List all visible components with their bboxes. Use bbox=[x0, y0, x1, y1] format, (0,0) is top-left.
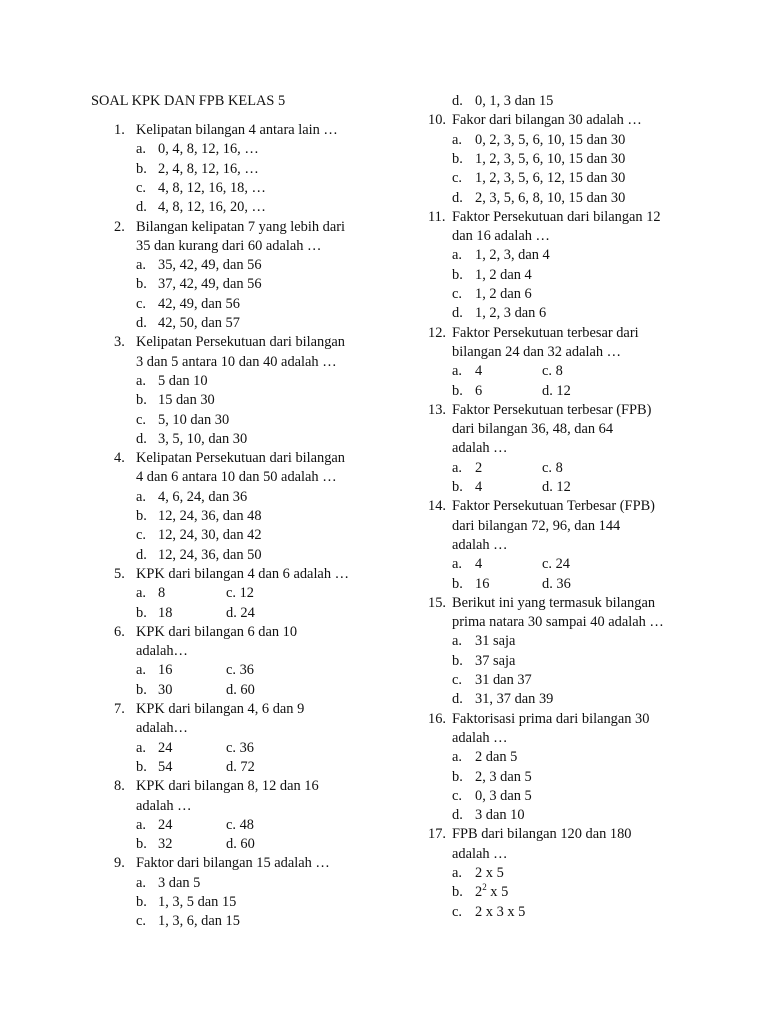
option-text-second: c. 24 bbox=[542, 556, 570, 573]
question-number: 7. bbox=[114, 701, 125, 717]
question-text: KPK dari bilangan 6 dan 10 bbox=[136, 623, 298, 640]
option-text bbox=[475, 806, 525, 825]
option-text-second: d. 60 bbox=[226, 681, 255, 698]
option-letter: d. bbox=[452, 305, 463, 322]
question-text: Faktor Persekutuan dari bilangan 12 bbox=[452, 208, 661, 225]
option-value: 1, 3, 6, dan 15 bbox=[158, 913, 240, 930]
option-value: 37, 42, 49, dan 56 bbox=[158, 276, 262, 293]
question-text: adalah … bbox=[136, 797, 192, 814]
question-text: Faktor Persekutuan terbesar (FPB) bbox=[452, 401, 652, 418]
option-letter: b. bbox=[452, 768, 463, 785]
option-letter: c. bbox=[136, 913, 146, 930]
option-value: 3 dan 10 bbox=[475, 807, 525, 824]
option-text: 8 bbox=[158, 585, 166, 602]
option-value: 4, 8, 12, 16, 18, … bbox=[158, 179, 266, 196]
option-letter: d. bbox=[136, 315, 147, 331]
option-letter: a. bbox=[452, 556, 462, 573]
option-value: 3, 5, 10, dan 30 bbox=[158, 430, 248, 447]
option-text bbox=[475, 903, 525, 922]
option-value: 0, 1, 3 dan 15 bbox=[475, 93, 554, 109]
option-value: 2 bbox=[475, 884, 483, 901]
option-text bbox=[475, 131, 625, 150]
option-letter: b. bbox=[136, 392, 147, 409]
option-text: 24 bbox=[158, 816, 173, 833]
option-text: 32 bbox=[158, 836, 173, 853]
option-text-second: d. 24 bbox=[226, 604, 255, 621]
option-letter: a. bbox=[136, 141, 146, 158]
question-text: FPB dari bilangan 120 dan 180 bbox=[452, 826, 632, 843]
question-text: Faktor Persekutuan terbesar dari bbox=[452, 324, 639, 341]
option-value: 1, 3, 5 dan 15 bbox=[158, 894, 237, 910]
question-text: adalah… bbox=[136, 720, 188, 737]
option-text bbox=[158, 314, 240, 333]
option-text-second: d. 12 bbox=[542, 479, 571, 495]
option-letter: d. bbox=[136, 430, 147, 447]
option-letter: b. bbox=[136, 508, 147, 524]
option-letter: a. bbox=[452, 749, 462, 766]
option-letter: d. bbox=[452, 691, 463, 708]
question-number: 5. bbox=[114, 565, 125, 582]
question-text: 35 dan kurang dari 60 adalah … bbox=[136, 237, 322, 254]
option-text-second: d. 36 bbox=[542, 575, 571, 592]
option-value: 15 dan 30 bbox=[158, 392, 215, 409]
option-value: 1, 2 dan 6 bbox=[475, 286, 532, 302]
question-text: adalah… bbox=[136, 643, 188, 660]
option-letter: b. bbox=[136, 604, 147, 621]
option-text: 54 bbox=[158, 758, 173, 775]
option-letter: b. bbox=[136, 758, 147, 775]
option-text: 16 bbox=[158, 662, 173, 679]
option-value: 2 x 3 x 5 bbox=[475, 903, 526, 920]
option-letter: a. bbox=[136, 488, 146, 505]
option-letter: b. bbox=[452, 884, 463, 901]
option-value: 35, 42, 49, dan 56 bbox=[158, 257, 262, 274]
option-text bbox=[158, 411, 229, 430]
option-text bbox=[475, 92, 553, 111]
option-value: 42, 50, dan 57 bbox=[158, 315, 240, 331]
option-value-rest: x 5 bbox=[486, 884, 509, 901]
question-text: adalah … bbox=[452, 440, 508, 457]
option-value: 12, 24, 36, dan 50 bbox=[158, 546, 262, 563]
option-text bbox=[475, 652, 515, 671]
option-text bbox=[475, 150, 625, 169]
question-text: adalah … bbox=[452, 845, 508, 862]
option-letter: b. bbox=[452, 266, 463, 283]
option-text: 18 bbox=[158, 604, 173, 621]
option-letter: b. bbox=[452, 652, 463, 669]
option-value: 12, 24, 30, dan 42 bbox=[158, 527, 262, 544]
option-letter: d. bbox=[452, 807, 463, 824]
option-letter: d. bbox=[136, 199, 147, 216]
question-number: 9. bbox=[114, 855, 125, 872]
question-number: 13. bbox=[428, 401, 446, 418]
option-letter: c. bbox=[452, 787, 462, 804]
question-text: bilangan 24 dan 32 adalah … bbox=[452, 343, 622, 360]
option-value: 42, 49, dan 56 bbox=[158, 295, 240, 312]
option-value: 5 dan 10 bbox=[158, 372, 208, 389]
option-letter: b. bbox=[452, 382, 463, 399]
option-text bbox=[158, 140, 259, 159]
option-value: 31 saja bbox=[475, 633, 516, 650]
option-value: 31, 37 dan 39 bbox=[475, 691, 554, 708]
question-text: Kelipatan Persekutuan dari bilangan bbox=[136, 450, 345, 467]
option-text bbox=[475, 671, 532, 690]
option-text bbox=[475, 787, 532, 806]
option-text-second: c. 12 bbox=[226, 585, 254, 602]
question-text: Kelipatan bilangan 4 antara lain … bbox=[136, 122, 338, 138]
option-letter: a. bbox=[452, 247, 462, 264]
option-letter: d. bbox=[452, 93, 463, 109]
option-text: 24 bbox=[158, 739, 173, 756]
question-text: dan 16 adalah … bbox=[452, 228, 550, 245]
option-value: 1, 2, 3, dan 4 bbox=[475, 247, 550, 264]
option-text bbox=[475, 883, 508, 902]
option-text: 6 bbox=[475, 382, 483, 399]
question-text: KPK dari bilangan 8, 12 dan 16 bbox=[136, 778, 319, 795]
question-number: 15. bbox=[428, 594, 446, 611]
option-value: 4, 8, 12, 16, 20, … bbox=[158, 199, 266, 216]
option-text bbox=[158, 893, 236, 912]
option-value: 3 dan 5 bbox=[158, 874, 201, 891]
question-text: Faktor Persekutuan Terbesar (FPB) bbox=[452, 498, 655, 515]
option-text bbox=[475, 864, 504, 883]
option-text bbox=[158, 256, 262, 275]
option-value: 0, 4, 8, 12, 16, … bbox=[158, 141, 259, 158]
option-exponent: 2 bbox=[482, 881, 487, 892]
question-number: 2. bbox=[114, 218, 125, 235]
option-value: 37 saja bbox=[475, 652, 516, 669]
option-text: 2 bbox=[475, 459, 483, 476]
question-number: 10. bbox=[428, 112, 446, 129]
option-letter: a. bbox=[452, 633, 462, 650]
option-letter: d. bbox=[452, 189, 463, 206]
option-letter: a. bbox=[136, 257, 146, 274]
option-text bbox=[158, 160, 259, 179]
option-text-second: d. 72 bbox=[226, 758, 255, 775]
option-text bbox=[475, 748, 517, 767]
question-text: Kelipatan Persekutuan dari bilangan bbox=[136, 334, 345, 351]
option-letter: b. bbox=[136, 160, 147, 177]
option-text: 4 bbox=[475, 479, 483, 495]
option-text bbox=[158, 295, 240, 314]
option-text bbox=[158, 430, 247, 449]
option-letter: a. bbox=[452, 131, 462, 148]
option-value: 1, 2, 3 dan 6 bbox=[475, 305, 547, 322]
option-text: 4 bbox=[475, 556, 483, 573]
option-text: 16 bbox=[475, 575, 490, 592]
question-text: Faktorisasi prima dari bilangan 30 bbox=[452, 710, 650, 727]
option-value: 1, 2, 3, 5, 6, 12, 15 dan 30 bbox=[475, 170, 626, 187]
option-value: 2 x 5 bbox=[475, 865, 504, 881]
option-text: 30 bbox=[158, 681, 173, 698]
question-text: adalah … bbox=[452, 536, 508, 553]
option-value: 0, 3 dan 5 bbox=[475, 787, 532, 804]
question-number: 4. bbox=[114, 450, 125, 467]
page-title: SOAL KPK DAN FPB KELAS 5 bbox=[91, 93, 286, 109]
option-text bbox=[475, 285, 532, 304]
question-text: dari bilangan 72, 96, dan 144 bbox=[452, 517, 621, 534]
option-letter: a. bbox=[136, 739, 146, 756]
option-letter: d. bbox=[136, 546, 147, 563]
option-text: 4 bbox=[475, 363, 483, 380]
option-value: 0, 2, 3, 5, 6, 10, 15 dan 30 bbox=[475, 131, 626, 148]
question-number: 8. bbox=[114, 778, 125, 795]
option-letter: b. bbox=[136, 276, 147, 293]
option-text bbox=[158, 372, 208, 391]
option-value: 5, 10 dan 30 bbox=[158, 411, 230, 428]
question-text: dari bilangan 36, 48, dan 64 bbox=[452, 421, 614, 438]
option-value: 1, 2, 3, 5, 6, 10, 15 dan 30 bbox=[475, 150, 626, 167]
question-text: Faktor dari bilangan 15 adalah … bbox=[136, 855, 330, 872]
question-text: KPK dari bilangan 4 dan 6 adalah … bbox=[136, 565, 350, 582]
option-letter: a. bbox=[452, 459, 462, 476]
option-value: 12, 24, 36, dan 48 bbox=[158, 508, 262, 524]
option-letter: c. bbox=[136, 179, 146, 196]
option-value: 31 dan 37 bbox=[475, 672, 532, 688]
option-letter: b. bbox=[136, 836, 147, 853]
option-letter: a. bbox=[452, 865, 462, 881]
option-letter: c. bbox=[452, 286, 462, 302]
option-letter: c. bbox=[452, 672, 462, 688]
option-letter: a. bbox=[136, 372, 146, 389]
option-letter: b. bbox=[452, 479, 463, 495]
option-text-second: c. 36 bbox=[226, 739, 254, 756]
option-letter: c. bbox=[452, 903, 462, 920]
question-text: Berikut ini yang termasuk bilangan bbox=[452, 594, 656, 611]
option-text-second: c. 36 bbox=[226, 662, 254, 679]
option-letter: b. bbox=[452, 575, 463, 592]
question-number: 16. bbox=[428, 710, 446, 727]
option-text bbox=[475, 304, 546, 323]
option-letter: a. bbox=[452, 363, 462, 380]
option-text bbox=[475, 690, 553, 709]
option-text bbox=[158, 198, 266, 217]
option-text-second: c. 48 bbox=[226, 816, 254, 833]
option-letter: a. bbox=[136, 662, 146, 679]
option-text bbox=[158, 874, 200, 893]
question-text: Bilangan kelipatan 7 yang lebih dari bbox=[136, 218, 346, 235]
option-value: 2, 4, 8, 12, 16, … bbox=[158, 160, 259, 177]
option-text bbox=[158, 275, 262, 294]
option-value: 2 dan 5 bbox=[475, 749, 518, 766]
option-text bbox=[475, 169, 625, 188]
option-text bbox=[158, 507, 262, 526]
option-letter: c. bbox=[452, 170, 462, 187]
question-number: 14. bbox=[428, 498, 446, 515]
question-number: 12. bbox=[428, 324, 446, 341]
option-letter: b. bbox=[136, 681, 147, 698]
option-text bbox=[158, 546, 262, 565]
option-letter: a. bbox=[136, 585, 146, 602]
option-letter: b. bbox=[452, 150, 463, 167]
question-number: 6. bbox=[114, 623, 125, 640]
question-number: 11. bbox=[428, 208, 446, 225]
option-letter: c. bbox=[136, 411, 146, 428]
question-number: 1. bbox=[114, 122, 125, 138]
option-letter: a. bbox=[136, 816, 146, 833]
option-text-second: d. 12 bbox=[542, 382, 571, 399]
option-value: 2, 3 dan 5 bbox=[475, 768, 532, 785]
option-letter: c. bbox=[136, 527, 146, 544]
option-text bbox=[475, 632, 515, 651]
option-value: 1, 2 dan 4 bbox=[475, 266, 532, 283]
question-text: 4 dan 6 antara 10 dan 50 adalah … bbox=[136, 469, 337, 486]
question-text: adalah … bbox=[452, 729, 508, 746]
option-text bbox=[158, 526, 262, 545]
question-text: 3 dan 5 antara 10 dan 40 adalah … bbox=[136, 353, 337, 370]
option-letter: b. bbox=[136, 894, 147, 910]
option-text bbox=[475, 768, 532, 787]
option-text bbox=[158, 179, 266, 198]
option-text bbox=[158, 912, 240, 931]
option-text bbox=[475, 266, 532, 285]
question-number: 17. bbox=[428, 826, 446, 843]
option-text bbox=[475, 189, 625, 208]
option-text-second: c. 8 bbox=[542, 363, 563, 380]
option-text-second: c. 8 bbox=[542, 459, 563, 476]
option-text bbox=[475, 246, 550, 265]
option-text bbox=[158, 488, 247, 507]
question-text: Fakor dari bilangan 30 adalah … bbox=[452, 112, 642, 129]
option-letter: c. bbox=[136, 295, 146, 312]
question-text: prima natara 30 sampai 40 adalah … bbox=[452, 614, 664, 631]
option-value: 4, 6, 24, dan 36 bbox=[158, 488, 248, 505]
question-number: 3. bbox=[114, 334, 125, 351]
option-text bbox=[158, 391, 215, 410]
option-value: 2, 3, 5, 6, 8, 10, 15 dan 30 bbox=[475, 189, 626, 206]
option-letter: a. bbox=[136, 874, 146, 891]
question-text: KPK dari bilangan 4, 6 dan 9 bbox=[136, 701, 305, 717]
option-text-second: d. 60 bbox=[226, 836, 255, 853]
